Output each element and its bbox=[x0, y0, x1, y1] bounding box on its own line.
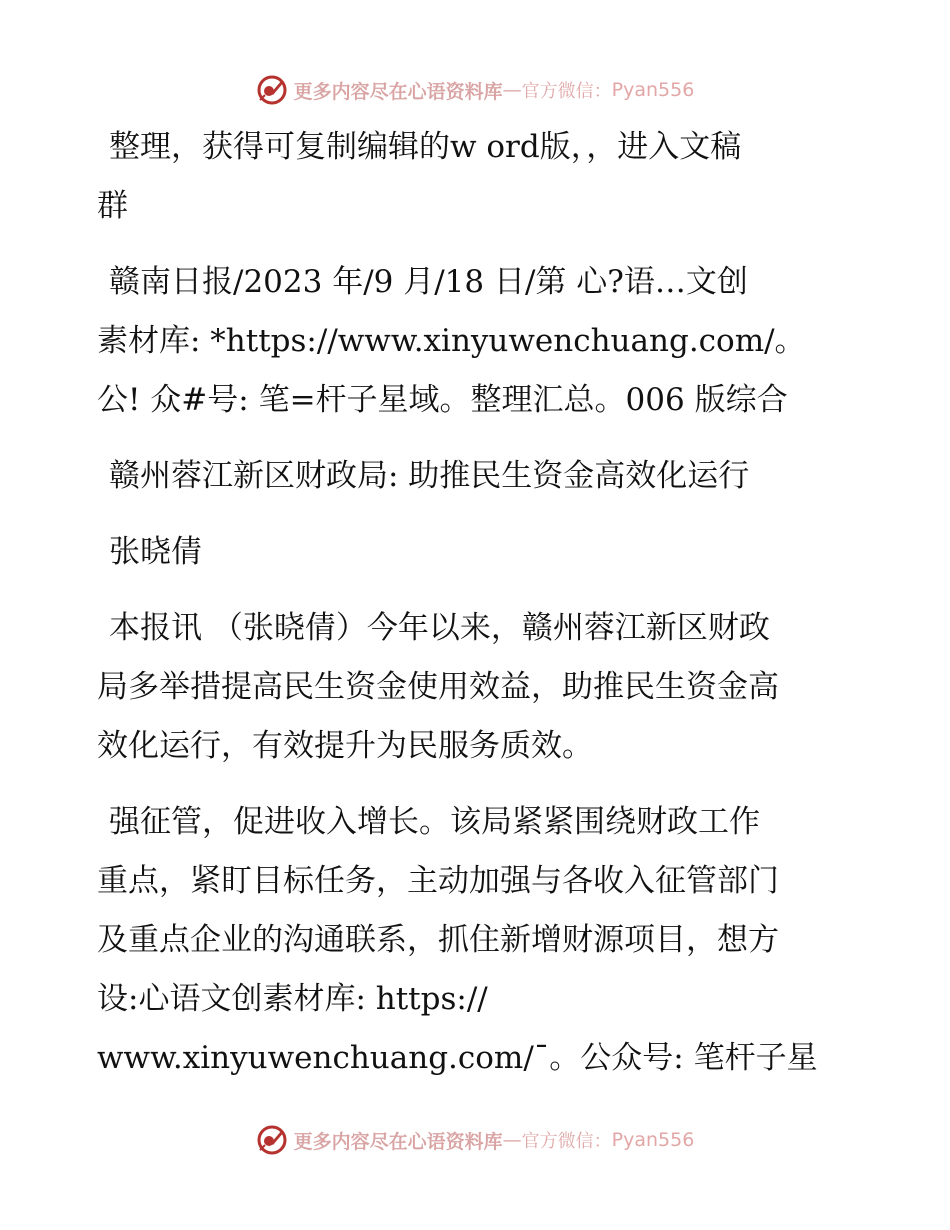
text-line: 重点，紧盯目标任务，主动加强与各收入征管部门 bbox=[97, 863, 779, 899]
paragraph-lead bbox=[97, 599, 857, 776]
paragraph-source bbox=[97, 253, 857, 430]
pen-logo-icon bbox=[256, 1124, 288, 1156]
banner-title: 更多内容尽在心语资料库 bbox=[293, 80, 503, 103]
text-line: 群 bbox=[97, 188, 128, 224]
footer-banner bbox=[0, 1120, 950, 1160]
banner-separator: — bbox=[502, 79, 522, 101]
article-headline bbox=[97, 447, 857, 506]
document-body bbox=[97, 118, 857, 1088]
headline-text: 赣州蓉江新区财政局: 助推民生资金高效化运行 bbox=[109, 458, 750, 494]
text-line: 赣南日报/2023 年/9 月/18 日/第 心?语…文创 bbox=[109, 264, 748, 300]
text-line: 局多举措提高民生资金使用效益，助推民生资金高 bbox=[97, 669, 779, 705]
banner-wechat-label: 官方微信： bbox=[521, 1131, 612, 1152]
text-line: 强征管，促进收入增长。该局紧紧围绕财政工作 bbox=[109, 804, 760, 840]
banner-wechat-id: Pyan556 bbox=[611, 1129, 695, 1151]
author-name: 张晓倩 bbox=[109, 534, 202, 570]
text-line: 本报讯 （张晓倩）今年以来，赣州蓉江新区财政 bbox=[109, 610, 770, 646]
text-line: 及重点企业的沟通联系，抓住新增财源项目，想方 bbox=[97, 922, 779, 958]
banner-wechat-id: Pyan556 bbox=[611, 79, 695, 101]
text-line: www.xinyuwenchuang.com/¯。公众号: 笔杆子星 bbox=[97, 1040, 818, 1076]
paragraph-intro bbox=[97, 118, 857, 236]
text-line: 公! 众#号: 笔=杆子星域。整理汇总。006 版综合 bbox=[97, 382, 788, 418]
banner-wechat-label: 官方微信： bbox=[521, 81, 612, 102]
text-line: 素材库: *https://www.xinyuwenchuang.com/。 bbox=[97, 323, 806, 359]
banner-title: 更多内容尽在心语资料库 bbox=[293, 1130, 503, 1153]
banner-separator: — bbox=[502, 1129, 522, 1151]
text-line: 整理，获得可复制编辑的w ord版，，进入文稿 bbox=[109, 129, 742, 165]
header-banner bbox=[0, 70, 950, 110]
text-line: 设:心语文创素材库: https:// bbox=[97, 981, 488, 1017]
text-line: 效化运行，有效提升为民服务质效。 bbox=[97, 728, 593, 764]
article-author bbox=[97, 523, 857, 582]
paragraph-body bbox=[97, 793, 857, 1088]
pen-logo-icon bbox=[256, 74, 288, 106]
